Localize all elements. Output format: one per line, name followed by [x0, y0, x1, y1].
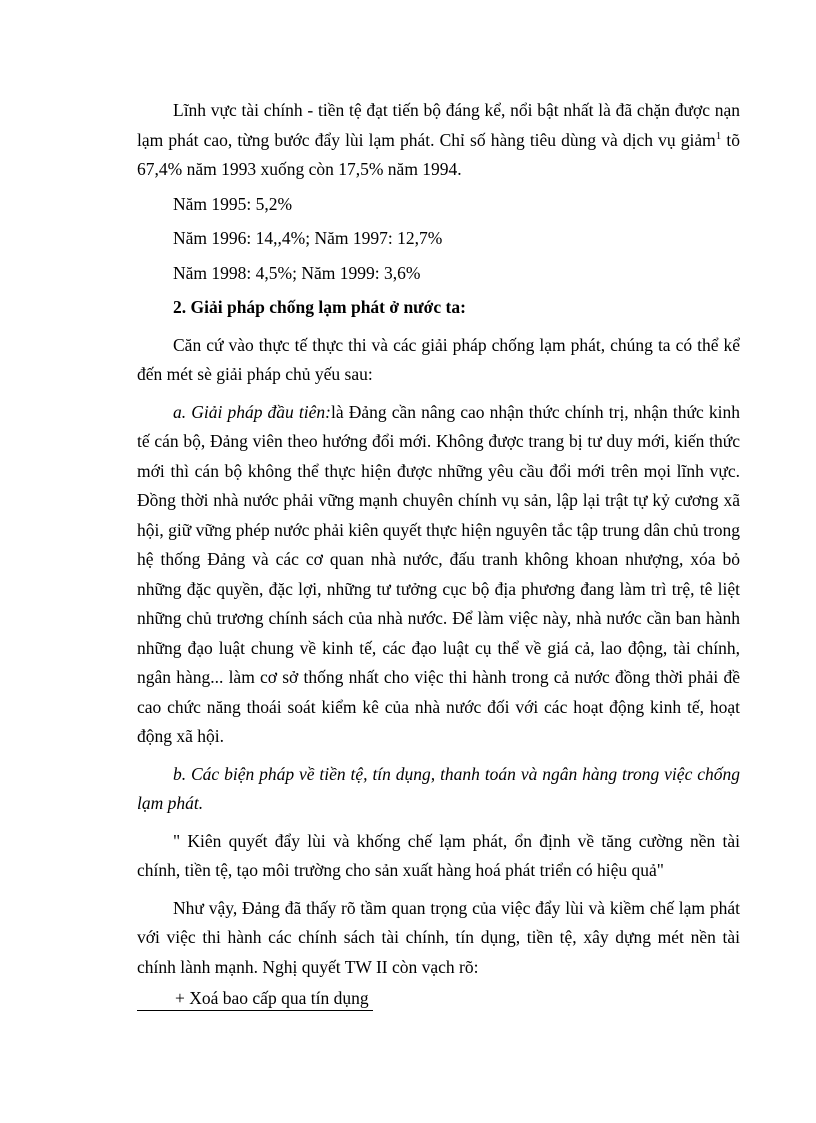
solution-a-body: là Đảng cần nâng cao nhận thức chính trị, nhận thức kinh tế cán bộ, Đảng viên theo hướng đổi mới. Không được trang bị tư duy mới, kiến thức mới thì cán bộ không thể thực hiện được những yêu cầu đổi mới trên mọi lĩnh vực. Đồng thời nhà nước phải vững mạnh chuyên chính vụ sản, lập lại trật tự kỷ cương xã hội, giữ vững phép nước phải kiên quyết thực hiện nguyên tắc tập trung dân chủ trong hệ thống Đảng và các cơ quan nhà nước, đấu tranh không khoan nhượng, xóa bỏ những đặc quyền, đặc lợi, những tư tưởng cục bộ địa phương đang làm trì trệ, tê liệt những chủ trương chính sách của nhà nước. Để làm việc này, nhà nước cần ban hành những đạo luật chung về kinh tế, các đạo luật cụ thể về giá cả, lao động, tài chính, ngân hàng... làm cơ sở thống nhất cho việc thi hành trong cả nước đồng thời phải đề cao chức năng thoái soát kiểm kê của nhà nước đối với các hoạt động kinh tế, hoạt động xã hội. [137, 401, 740, 746]
section-heading-2: 2. Giải pháp chống lạm phát ở nước ta: [173, 297, 466, 317]
list-item-credit-subsidy: + Xoá bao cấp qua tín dụng [137, 986, 373, 1011]
solution-a-lead: a. Giải pháp đầu tiên: [173, 401, 331, 422]
paragraph-conclusion: Như vậy, Đảng đã thấy rõ tầm quan trọng của việc đẩy lùi và kiềm chế lạm phát với việc thi hành các chính sách tài chính, tín dụng, tiền tệ, xây dựng mét nền tài chính lành mạnh. Nghị quyết TW II còn vạch rõ: [137, 897, 740, 977]
paragraph-solution-a [137, 398, 740, 752]
resolution-quote: " Kiên quyết đẩy lùi và khống chế lạm phát, ổn định về tăng cường nền tài chính, tiền tệ, tạo môi trường cho sản xuất hàng hoá phát triển có hiệu quả" [137, 830, 740, 880]
paragraph-solutions-intro: Căn cứ vào thực tế thực thi và các giải pháp chống lạm phát, chúng ta có thể kể đến mét sè giải pháp chủ yếu sau: [137, 334, 740, 384]
paragraph-finance-progress-text: Lĩnh vực tài chính - tiền tệ đạt tiến bộ đáng kể, nổi bật nhất là đã chặn được nạn lạm phát cao, từng bước đẩy lùi lạm phát. Chỉ số hàng tiêu dùng và dịch vụ giảm [137, 100, 740, 150]
document-body [137, 96, 740, 1011]
paragraph-finance-progress [137, 96, 740, 185]
inflation-year-1995: Năm 1995: 5,2% [173, 193, 293, 214]
inflation-years-1998-1999: Năm 1998: 4,5%; Năm 1999: 3,6% [173, 262, 421, 283]
inflation-years-1996-1997: Năm 1996: 14,,4%; Năm 1997: 12,7% [173, 228, 443, 248]
paragraph-finance-progress-text-end: tõ 67,4% năm 1993 xuống còn 17,5% năm 1994. [137, 129, 740, 179]
paragraph-solution-b: b. Các biện pháp về tiền tệ, tín dụng, thanh toán và ngân hàng trong việc chống lạm phát. [137, 763, 740, 813]
footnote-reference: 1 [715, 129, 722, 142]
